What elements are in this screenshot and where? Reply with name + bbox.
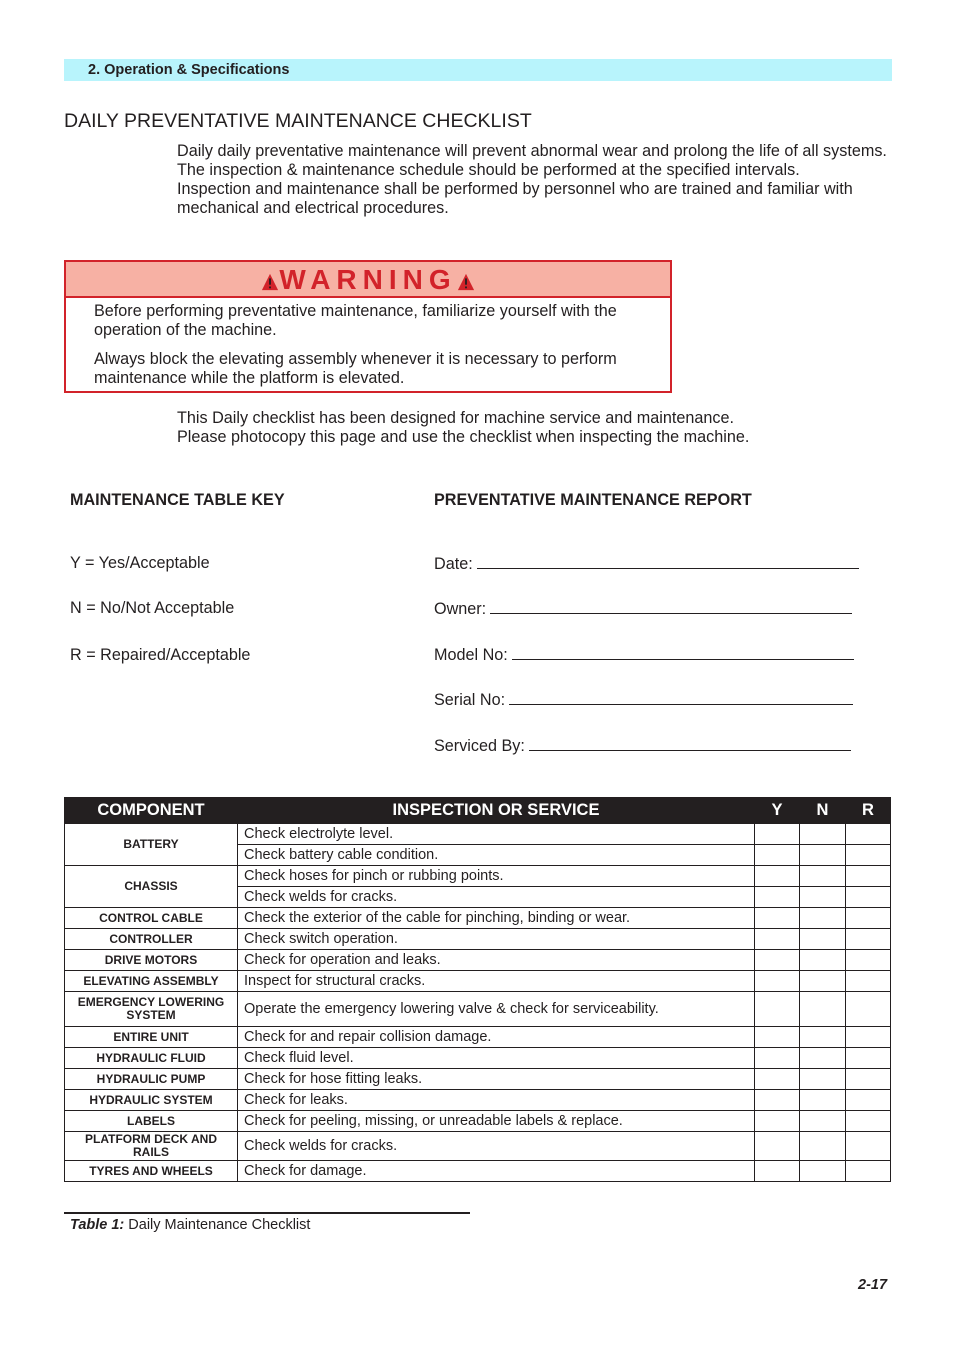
checklist-note-line: This Daily checklist has been designed for machine service and maintenance.: [177, 409, 734, 427]
check-cell-y[interactable]: [755, 950, 800, 971]
column-header-r: R: [846, 798, 891, 824]
check-cell-y[interactable]: [755, 824, 800, 845]
table-row: [65, 824, 891, 845]
intro-paragraph: Daily daily preventative maintenance will prevent abnormal wear and prolong the life of all systems. The inspection & maintenance schedule should be performed at the specified intervals.: [177, 142, 887, 179]
check-cell-y[interactable]: [755, 1132, 800, 1161]
key-item-repaired: R = Repaired/Acceptable: [70, 646, 251, 664]
task-cell: Check for operation and leaks.: [238, 950, 755, 971]
component-cell: HYDRAULIC PUMP: [65, 1069, 238, 1090]
warning-body: [66, 298, 670, 388]
check-cell-y[interactable]: [755, 1069, 800, 1090]
intro-text: [177, 142, 889, 218]
component-cell: DRIVE MOTORS: [65, 950, 238, 971]
warning-triangle-icon: [457, 273, 475, 291]
check-cell-y[interactable]: [755, 887, 800, 908]
task-cell: Check welds for cracks.: [238, 1132, 755, 1161]
warning-box: [64, 260, 672, 393]
checklist-note: [177, 409, 749, 447]
column-header-component: COMPONENT: [65, 798, 238, 824]
report-field-serial[interactable]: [434, 690, 853, 710]
key-item-no: N = No/Not Acceptable: [70, 599, 235, 617]
column-header-n: N: [800, 798, 846, 824]
report-field-date[interactable]: [434, 554, 859, 574]
check-cell-n[interactable]: [800, 866, 846, 887]
check-cell-r[interactable]: [846, 950, 891, 971]
component-cell: CONTROL CABLE: [65, 908, 238, 929]
checklist-note-line: Please photocopy this page and use the checklist when inspecting the machine.: [177, 428, 750, 446]
table-row: [65, 950, 891, 971]
check-cell-y[interactable]: [755, 1027, 800, 1048]
table-caption: [70, 1217, 310, 1233]
table-row: [65, 1048, 891, 1069]
task-cell: Check for peeling, missing, or unreadable labels & replace.: [238, 1111, 755, 1132]
check-cell-y[interactable]: [755, 908, 800, 929]
check-cell-r[interactable]: [846, 971, 891, 992]
check-cell-r[interactable]: [846, 866, 891, 887]
check-cell-n[interactable]: [800, 929, 846, 950]
table-row: [65, 929, 891, 950]
task-cell: Check switch operation.: [238, 929, 755, 950]
check-cell-y[interactable]: [755, 845, 800, 866]
table-row: [65, 1132, 891, 1161]
task-cell: Check for damage.: [238, 1161, 755, 1182]
check-cell-n[interactable]: [800, 1090, 846, 1111]
table-row: [65, 971, 891, 992]
task-cell: Operate the emergency lowering valve & check for serviceability.: [238, 992, 755, 1027]
component-cell: ELEVATING ASSEMBLY: [65, 971, 238, 992]
check-cell-n[interactable]: [800, 971, 846, 992]
check-cell-r[interactable]: [846, 1111, 891, 1132]
section-header-bar: [64, 59, 892, 81]
report-field-serviced-by[interactable]: [434, 736, 851, 756]
check-cell-n[interactable]: [800, 992, 846, 1027]
report-field-owner[interactable]: [434, 599, 852, 619]
key-heading: MAINTENANCE TABLE KEY: [70, 491, 285, 509]
check-cell-r[interactable]: [846, 1132, 891, 1161]
table-row: [65, 1027, 891, 1048]
task-cell: Check for leaks.: [238, 1090, 755, 1111]
check-cell-r[interactable]: [846, 1090, 891, 1111]
check-cell-y[interactable]: [755, 1161, 800, 1182]
component-cell: HYDRAULIC SYSTEM: [65, 1090, 238, 1111]
intro-paragraph: Inspection and maintenance shall be performed by personnel who are trained and familiar with mechanical and electrical procedures.: [177, 180, 853, 217]
component-cell: CHASSIS: [65, 866, 238, 908]
report-field-line[interactable]: [512, 645, 854, 660]
table-row: [65, 908, 891, 929]
check-cell-y[interactable]: [755, 1090, 800, 1111]
report-field-label: Date:: [434, 555, 473, 573]
component-cell: BATTERY: [65, 824, 238, 866]
warning-triangle-icon: [261, 273, 279, 291]
warning-line: Before performing preventative maintenance, familiarize yourself with the operation of the machine.: [94, 302, 617, 339]
table-row: [65, 1111, 891, 1132]
check-cell-r[interactable]: [846, 992, 891, 1027]
table-row: [65, 1069, 891, 1090]
warning-heading-text: WARNING: [279, 264, 457, 295]
component-cell: TYRES AND WHEELS: [65, 1161, 238, 1182]
check-cell-n[interactable]: [800, 1161, 846, 1182]
check-cell-n[interactable]: [800, 1132, 846, 1161]
table-body: [65, 824, 891, 1182]
check-cell-n[interactable]: [800, 1069, 846, 1090]
task-cell: Check the exterior of the cable for pinching, binding or wear.: [238, 908, 755, 929]
warning-line: Always block the elevating assembly whenever it is necessary to perform maintenance while the platform is elevated.: [94, 350, 617, 387]
check-cell-y[interactable]: [755, 866, 800, 887]
caption-text: Daily Maintenance Checklist: [124, 1217, 311, 1233]
check-cell-r[interactable]: [846, 908, 891, 929]
column-header-inspection: INSPECTION OR SERVICE: [238, 798, 755, 824]
warning-heading: [66, 262, 670, 298]
caption-divider: [64, 1212, 470, 1214]
report-heading: PREVENTATIVE MAINTENANCE REPORT: [434, 491, 752, 509]
check-cell-y[interactable]: [755, 971, 800, 992]
check-cell-n[interactable]: [800, 845, 846, 866]
table-header-row: [65, 798, 891, 824]
component-cell: HYDRAULIC FLUID: [65, 1048, 238, 1069]
task-cell: Check welds for cracks.: [238, 887, 755, 908]
check-cell-y[interactable]: [755, 1048, 800, 1069]
component-cell: LABELS: [65, 1111, 238, 1132]
check-cell-r[interactable]: [846, 845, 891, 866]
page-title: DAILY PREVENTATIVE MAINTENANCE CHECKLIST: [64, 110, 532, 132]
check-cell-n[interactable]: [800, 1027, 846, 1048]
table-row: [65, 866, 891, 887]
task-cell: Check for hose fitting leaks.: [238, 1069, 755, 1090]
task-cell: Check for and repair collision damage.: [238, 1027, 755, 1048]
task-cell: Check battery cable condition.: [238, 845, 755, 866]
maintenance-checklist-table: [64, 797, 891, 1182]
check-cell-n[interactable]: [800, 1111, 846, 1132]
check-cell-y[interactable]: [755, 992, 800, 1027]
check-cell-n[interactable]: [800, 950, 846, 971]
check-cell-r[interactable]: [846, 824, 891, 845]
report-field-line[interactable]: [490, 599, 852, 614]
check-cell-r[interactable]: [846, 1069, 891, 1090]
check-cell-y[interactable]: [755, 929, 800, 950]
check-cell-n[interactable]: [800, 908, 846, 929]
check-cell-n[interactable]: [800, 824, 846, 845]
task-cell: Check fluid level.: [238, 1048, 755, 1069]
check-cell-y[interactable]: [755, 1111, 800, 1132]
report-field-line[interactable]: [529, 736, 851, 751]
check-cell-r[interactable]: [846, 929, 891, 950]
component-cell: PLATFORM DECK AND RAILS: [65, 1132, 238, 1161]
check-cell-r[interactable]: [846, 1027, 891, 1048]
caption-label: Table 1:: [70, 1217, 125, 1233]
report-field-label: Serviced By:: [434, 737, 525, 755]
task-cell: Check electrolyte level.: [238, 824, 755, 845]
task-cell: Check hoses for pinch or rubbing points.: [238, 866, 755, 887]
report-field-model[interactable]: [434, 645, 854, 665]
table-row: [65, 1161, 891, 1182]
component-cell: CONTROLLER: [65, 929, 238, 950]
column-header-y: Y: [755, 798, 800, 824]
check-cell-r[interactable]: [846, 1161, 891, 1182]
report-field-label: Model No:: [434, 646, 508, 664]
key-item-yes: Y = Yes/Acceptable: [70, 554, 210, 572]
component-cell: ENTIRE UNIT: [65, 1027, 238, 1048]
check-cell-r[interactable]: [846, 887, 891, 908]
page-number: 2-17: [858, 1277, 888, 1293]
report-field-label: Owner:: [434, 600, 487, 618]
check-cell-n[interactable]: [800, 1048, 846, 1069]
table-row: [65, 1090, 891, 1111]
section-title: 2. Operation & Specifications: [88, 62, 290, 78]
component-cell: EMERGENCY LOWERING SYSTEM: [65, 992, 238, 1027]
table-row: [65, 992, 891, 1027]
report-field-line[interactable]: [509, 690, 853, 705]
report-field-label: Serial No:: [434, 691, 506, 709]
check-cell-r[interactable]: [846, 1048, 891, 1069]
report-field-line[interactable]: [477, 554, 859, 569]
task-cell: Inspect for structural cracks.: [238, 971, 755, 992]
check-cell-n[interactable]: [800, 887, 846, 908]
